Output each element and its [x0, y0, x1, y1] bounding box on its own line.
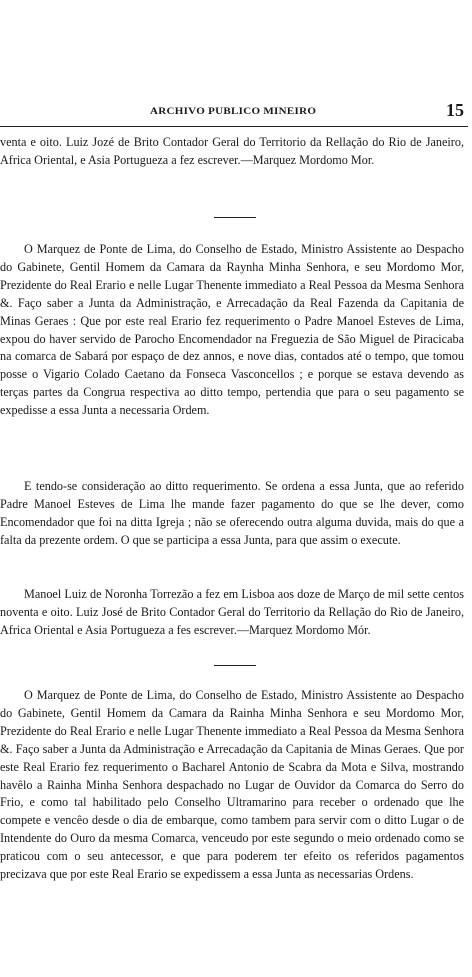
header-rule: [0, 126, 468, 127]
paragraph-text: Manoel Luiz de Noronha Torrezão a fez em Lisboa aos doze de Março de mil sette centos noventa e oito. Luiz José de Brito Contador Geral do Territorio da Rellação do Rio de Janeiro, Africa Oriental e Asia Portugueza a fes escrever.—Marquez Mordomo Mór.: [0, 587, 464, 637]
order-paragraph-1: [0, 241, 464, 420]
order-paragraph-3: [0, 586, 464, 640]
header-title: ARCHIVO PUBLICO MINEIRO: [150, 106, 317, 117]
paragraph-text: O Marquez de Ponte de Lima, do Conselho de Estado, Ministro Assistente ao Despacho do Gabinete, Gentil Homem da Camara da Raynha Minha Senhora, e seu Mordomo Mor, Prezidente do Real Erario e nelle Lugar Thenente immediato a Real Pessoa da Mesma Senhora &. Faço saber a Junta da Administração, e Arrecadação da Real Fazenda da Capitania de Minas Geraes : Que por este real Erario fez requerimento o Padre Manoel Esteves de Lima, expou do haver servido de Parocho Encomendador na Freguezia de São Miguel de Piracicaba na comarca de Sabará por espaço de dez annos, e nove dias, contados até o tempo, que tomou posse o Vigario Colado Caetano da Fonseca Vasconcellos ; e porque se estava devendo as terças partes da Congrua respectiva ao ditto tempo, pertendia que para o seu pagamento se expedisse a essa Junta a necessaria Ordem.: [0, 242, 464, 418]
paragraph-text: E tendo-se consideração ao ditto requerimento. Se ordena a essa Junta, que ao referido Padre Manoel Esteves de Lima lhe mande fazer pagamento do que se lhe dever, como Encomendador que foi na ditta Igreja ; não se oferecendo outra alguma duvida, mais do que a falta da prezente ordem. O que se participa a essa Junta, para que assim o execute.: [0, 479, 464, 547]
order-paragraph-2: [0, 478, 464, 550]
continued-paragraph: [0, 134, 464, 170]
page-number: 15: [446, 100, 464, 120]
paragraph-text: venta e oito. Luiz Jozé de Brito Contador Geral do Territorio da Rellação do Rio de Janeiro, Africa Oriental, e Asia Portugueza a fez escrever.—Marquez Mordomo Mor.: [0, 135, 464, 167]
running-header: [0, 100, 472, 122]
section-divider: [214, 217, 256, 218]
order-paragraph-4: [0, 687, 464, 884]
paragraph-text: O Marquez de Ponte de Lima, do Conselho de Estado, Ministro Assistente ao Despacho do Gabinete, Gentil Homem da Camara da Rainha Minha Senhora e seu Mordomo Mor, Prezidente do Real Erario e nelle Lugar Thenente immediato a Real Pessoa da Mesma Senhora &. Faço saber a Junta da Administração e Arrecadação da Capitania de Minas Geraes. Que por este Real Erario fez requerimento o Bacharel Antonio de Scabra da Mota e Silva, mostrando havêlo a Rainha Minha Senhora despachado no Lugar de Ouvidor da Comarca do Serro do Frio, e como tal habilitado pelo Conselho Ultramarino para receber o ordenado que lhe compete e vencêo desde o dia de embarque, como tambem para servir com o ditto Lugar o de Intendente do Ouro da mesma Comarca, venceudo por este segundo o meio ordenado como se praticou com o seu antecessor, e que para poderem ter efeito os referidos pagamentos precizava que por este Real Erario se expedissem a essa Junta as necessarias Ordens.: [0, 688, 464, 882]
section-divider: [214, 665, 256, 666]
